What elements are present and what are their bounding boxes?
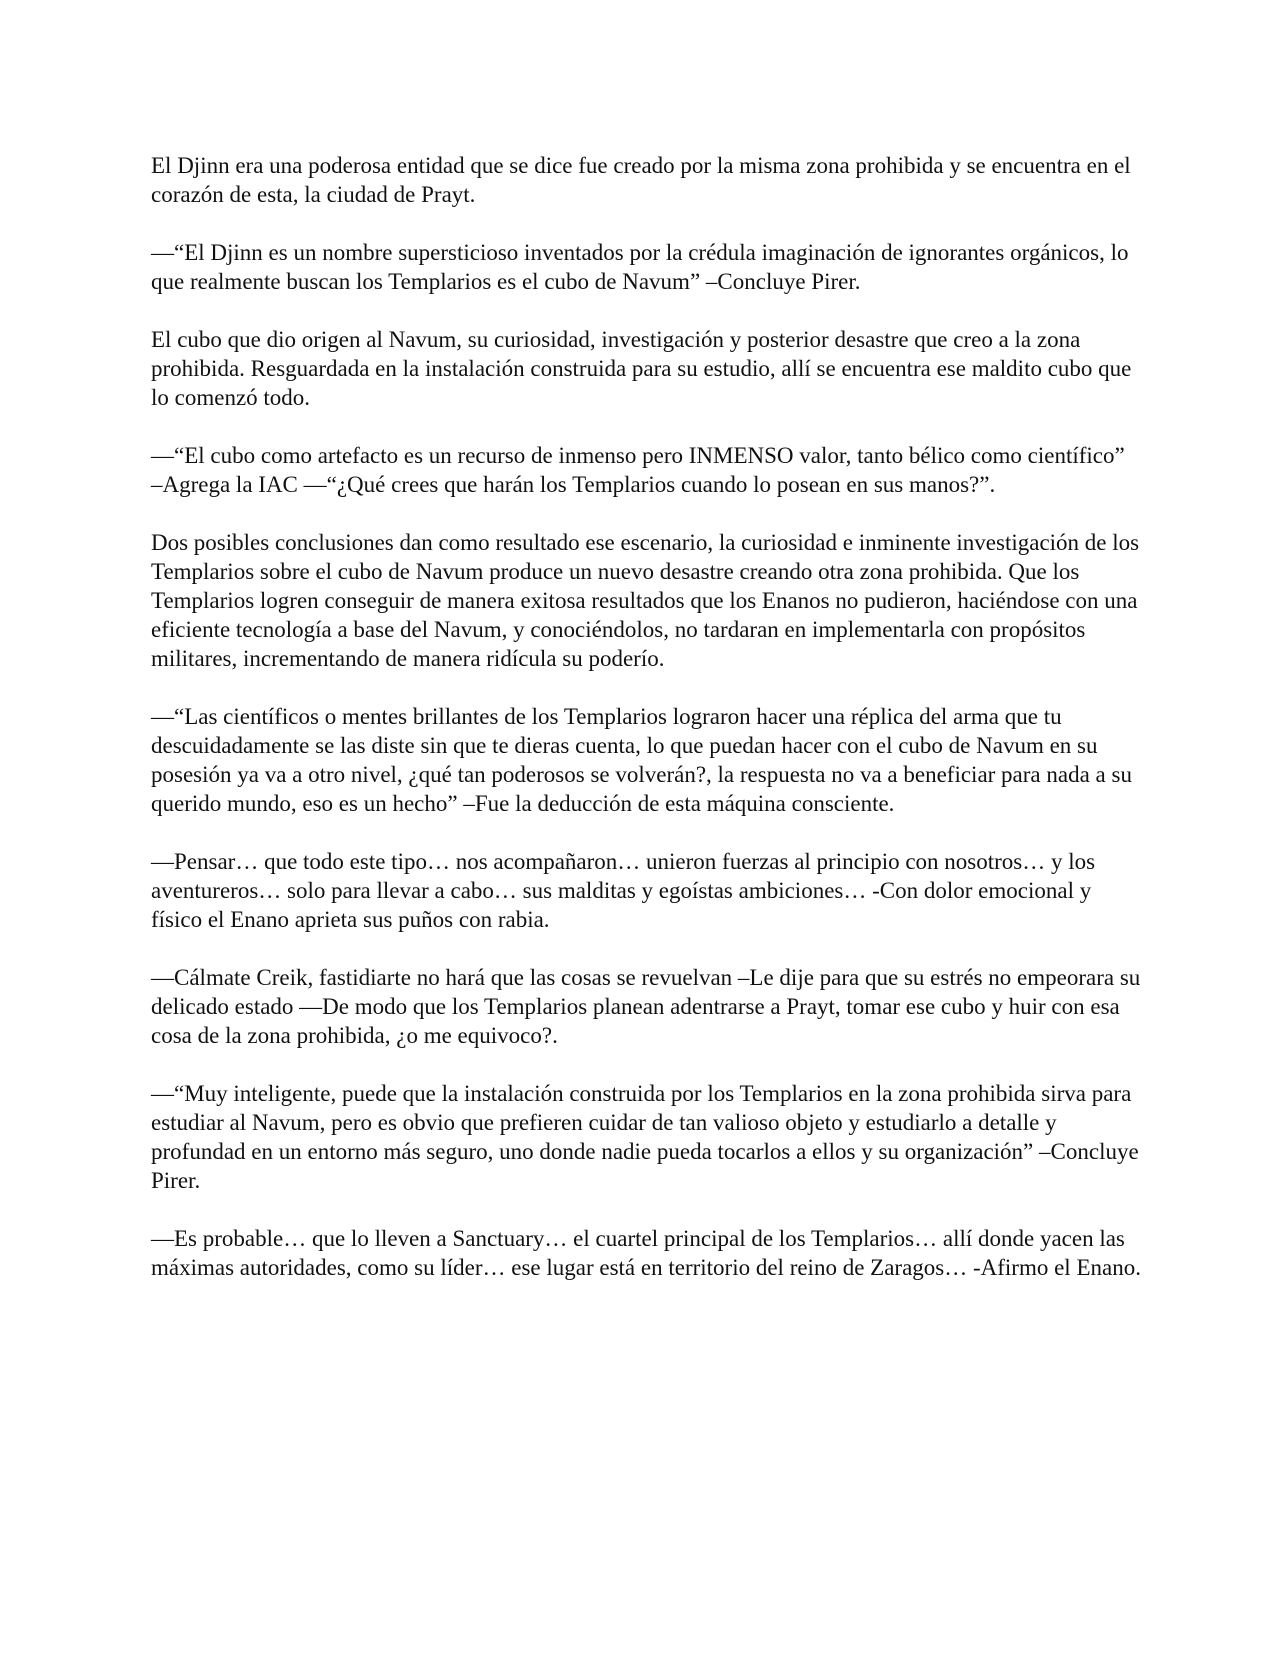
- paragraph-9: —“Muy inteligente, puede que la instalación construida por los Templarios en la zona prohibida sirva para estudiar al Navum, pero es obvio que prefieren cuidar de tan valioso objeto y estudiarlo a detalle y profundad en un entorno más seguro, uno donde nadie pueda tocarlos a ellos y su organización” –Concluye Pirer.: [151, 1081, 1139, 1193]
- paragraph-3: El cubo que dio origen al Navum, su curiosidad, investigación y posterior desastre que creo a la zona prohibida. Resguardada en la instalación construida para su estudio, allí se encuentra ese maldito cubo que lo comenzó todo.: [151, 327, 1132, 410]
- paragraph-6: —“Las científicos o mentes brillantes de los Templarios lograron hacer una réplica del arma que tu descuidadamente se las diste sin que te dieras cuenta, lo que puedan hacer con el cubo de Navum en su posesión ya va a otro nivel, ¿qué tan poderosos se volverán?, la respuesta no va a beneficiar para nada a su querido mundo, eso es un hecho” –Fue la deducción de esta máquina consciente.: [151, 704, 1132, 816]
- paragraph-2: —“El Djinn es un nombre supersticioso inventados por la crédula imaginación de ignorantes orgánicos, lo que realmente buscan los Templarios es el cubo de Navum” –Concluye Pirer.: [151, 240, 1129, 294]
- paragraph-7: —Pensar… que todo este tipo… nos acompañaron… unieron fuerzas al principio con nosotros… y los aventureros… solo para llevar a cabo… sus malditas y egoístas ambiciones… -Con dolor emocional y físico el Enano aprieta sus puños con rabia.: [151, 849, 1096, 932]
- paragraph-1: El Djinn era una poderosa entidad que se dice fue creado por la misma zona prohibida y se encuentra en el corazón de esta, la ciudad de Prayt.: [151, 153, 1131, 207]
- document-page: [151, 151, 1141, 1311]
- paragraph-8: —Cálmate Creik, fastidiarte no hará que las cosas se revuelvan –Le dije para que su estrés no empeorara su delicado estado —De modo que los Templarios planean adentrarse a Prayt, tomar ese cubo y huir con esa cosa de la zona prohibida, ¿o me equivoco?.: [151, 965, 1141, 1048]
- paragraph-5: Dos posibles conclusiones dan como resultado ese escenario, la curiosidad e inminente investigación de los Templarios sobre el cubo de Navum produce un nuevo desastre creando otra zona prohibida. Que los Templarios logren conseguir de manera exitosa resultados que los Enanos no pudieron, haciéndose con una eficiente tecnología a base del Navum, y conociéndolos, no tardaran en implementarla con propósitos militares, incrementando de manera ridícula su poderío.: [151, 530, 1140, 671]
- paragraph-4: —“El cubo como artefacto es un recurso de inmenso pero INMENSO valor, tanto bélico como científico” –Agrega la IAC —“¿Qué crees que harán los Templarios cuando lo posean en sus manos?”.: [151, 443, 1125, 497]
- paragraph-10: —Es probable… que lo lleven a Sanctuary… el cuartel principal de los Templarios… allí donde yacen las máximas autoridades, como su líder… ese lugar está en territorio del reino de Zaragos… -Afirmo el Enano.: [151, 1226, 1141, 1280]
